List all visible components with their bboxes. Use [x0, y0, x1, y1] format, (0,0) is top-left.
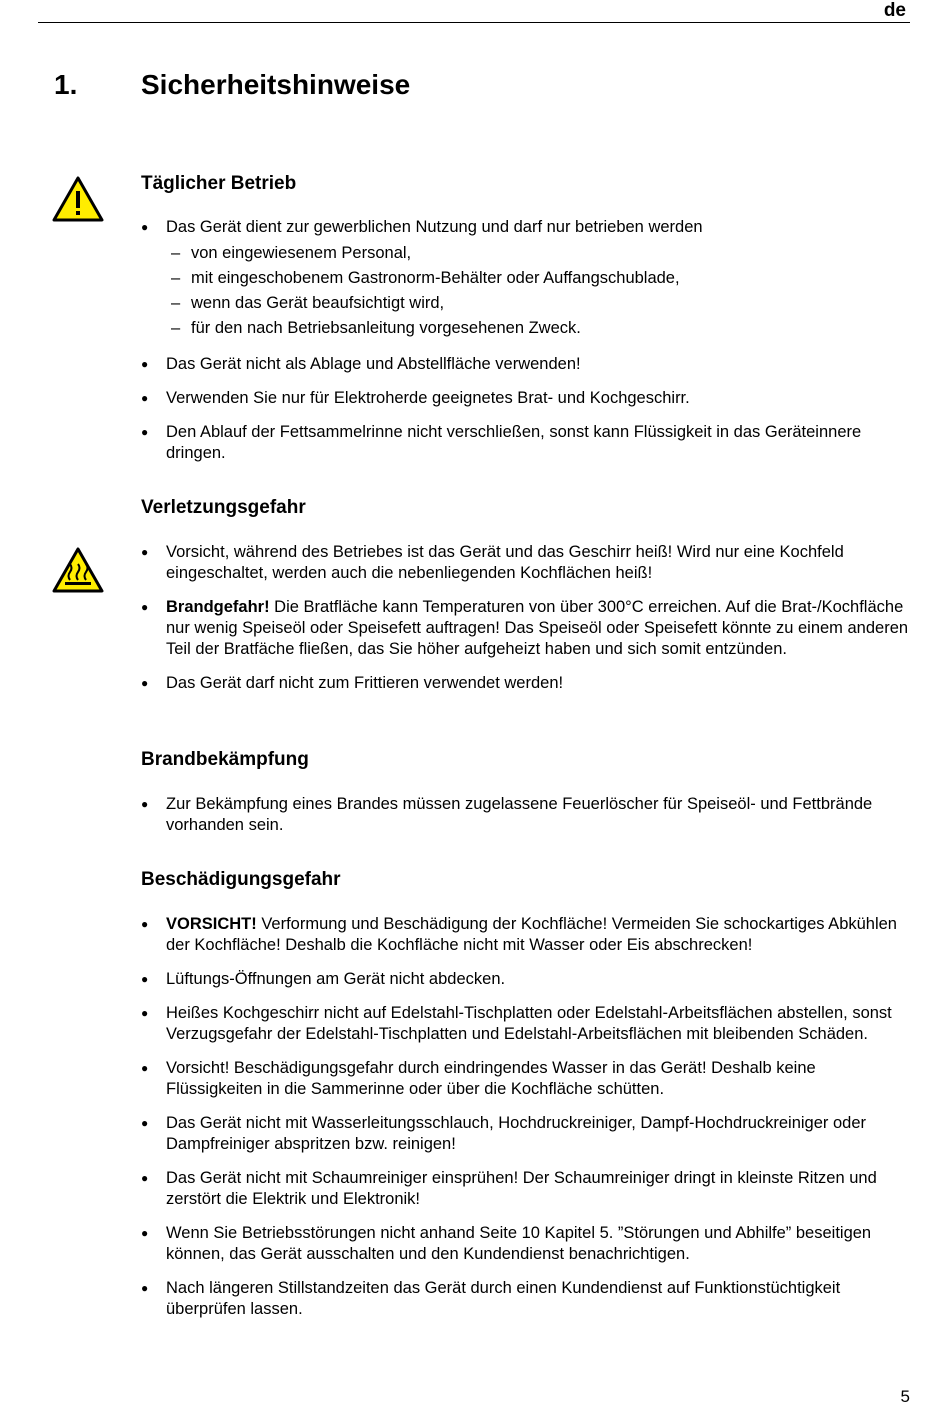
list-item: ● Zur Bekämpfung eines Brandes müssen zugelassene Feuerlöscher für Speiseöl- und Fettbrände vorhanden sein.	[141, 794, 911, 836]
sub-list-item: – mit eingeschobenem Gastronorm-Behälter oder Auffangschublade,	[166, 266, 911, 291]
list-item	[141, 217, 911, 341]
list-item-text: Das Gerät dient zur gewerblichen Nutzung und darf nur betrieben werden	[166, 218, 703, 236]
section-title-daily-operation: Täglicher Betrieb	[141, 173, 297, 194]
list-item	[141, 914, 911, 956]
sub-list-item: – von eingewiesenem Personal,	[166, 241, 911, 266]
warning-triangle-icon	[52, 175, 104, 223]
sub-list-item: – für den nach Betriebsanleitung vorgesehenen Zweck.	[166, 316, 911, 341]
warning-label: Brandgefahr!	[166, 598, 270, 616]
list-item: ● Verwenden Sie nur für Elektroherde geeignetes Brat- und Kochgeschirr.	[141, 388, 911, 409]
warning-label: VORSICHT!	[166, 915, 257, 933]
section-title-firefighting: Brandbekämpfung	[141, 749, 309, 770]
damage-risk-list	[141, 914, 911, 1333]
sub-list-item: – wenn das Gerät beaufsichtigt wird,	[166, 291, 911, 316]
chapter-number: 1.	[54, 69, 78, 100]
injury-risk-list	[141, 542, 911, 707]
hot-surface-icon	[52, 546, 104, 594]
list-item: ● Das Gerät nicht mit Schaumreiniger einsprühen! Der Schaumreiniger dringt in kleinste Ritzen und zerstört die Elektrik und Elektronik!	[141, 1168, 911, 1210]
list-item: ● Wenn Sie Betriebsstörungen nicht anhand Seite 10 Kapitel 5. ”Störungen und Abhilfe” beseitigen können, das Gerät ausschalten und den Kundendienst benachrichtigen.	[141, 1223, 911, 1265]
list-item: ● Das Gerät nicht mit Wasserleitungsschlauch, Hochdruckreiniger, Dampf-Hochdruckreiniger oder Dampfreiniger abspritzen bzw. reinigen!	[141, 1113, 911, 1155]
list-item	[141, 597, 911, 660]
list-item: ● Vorsicht, während des Betriebes ist das Gerät und das Geschirr heiß! Wird nur eine Kochfeld eingeschaltet, werden auch die nebenliegenden Kochflächen heiß!	[141, 542, 911, 584]
list-item: ● Nach längeren Stillstandzeiten das Gerät durch einen Kundendienst auf Funktionstüchtigkeit überprüfen lassen.	[141, 1278, 911, 1320]
section-title-injury-risk: Verletzungsgefahr	[141, 497, 306, 518]
chapter-title: Sicherheitshinweise	[141, 69, 411, 100]
list-item-text: Verformung und Beschädigung der Kochfläche! Vermeiden Sie schockartiges Abkühlen der Kochfläche! Deshalb die Kochfläche nicht mit Wasser oder Eis abschrecken!	[166, 915, 897, 954]
section-title-damage-risk: Beschädigungsgefahr	[141, 869, 341, 890]
list-item: ● Vorsicht! Beschädigungsgefahr durch eindringendes Wasser in das Gerät! Deshalb keine Flüssigkeiten in die Sammerinne oder über die Kochfläche schütten.	[141, 1058, 911, 1100]
list-item: ● Heißes Kochgeschirr nicht auf Edelstahl-Tischplatten oder Edelstahl-Arbeitsflächen abstellen, sonst Verzugsgefahr der Edelstahl-Tischplatten und Edelstahl-Arbeitsflächen mit bleibenden Schäden.	[141, 1003, 911, 1045]
list-item-text: Die Bratfläche kann Temperaturen von über 300°C erreichen. Auf die Brat-/Kochfläche nur wenig Speiseöl oder Speisefett auftragen! Das Speiseöl oder Speisefett könnte zu einem anderen Teil der Bratfäche fließen, das Sie höher aufgeheizt haben und sich somit entzünden.	[166, 598, 909, 658]
daily-operation-list	[141, 217, 911, 477]
list-item: ● Das Gerät darf nicht zum Frittieren verwendet werden!	[141, 673, 911, 694]
language-code: de	[883, 0, 906, 21]
firefighting-list	[141, 794, 911, 849]
list-item: ● Den Ablauf der Fettsammelrinne nicht verschließen, sonst kann Flüssigkeit in das Geräteinnere dringen.	[141, 422, 911, 464]
sub-list	[166, 241, 911, 341]
header-rule	[38, 22, 910, 23]
page-number: 5	[900, 1387, 910, 1406]
list-item: ● Das Gerät nicht als Ablage und Abstellfläche verwenden!	[141, 354, 911, 375]
list-item: ● Lüftungs-Öffnungen am Gerät nicht abdecken.	[141, 969, 911, 990]
